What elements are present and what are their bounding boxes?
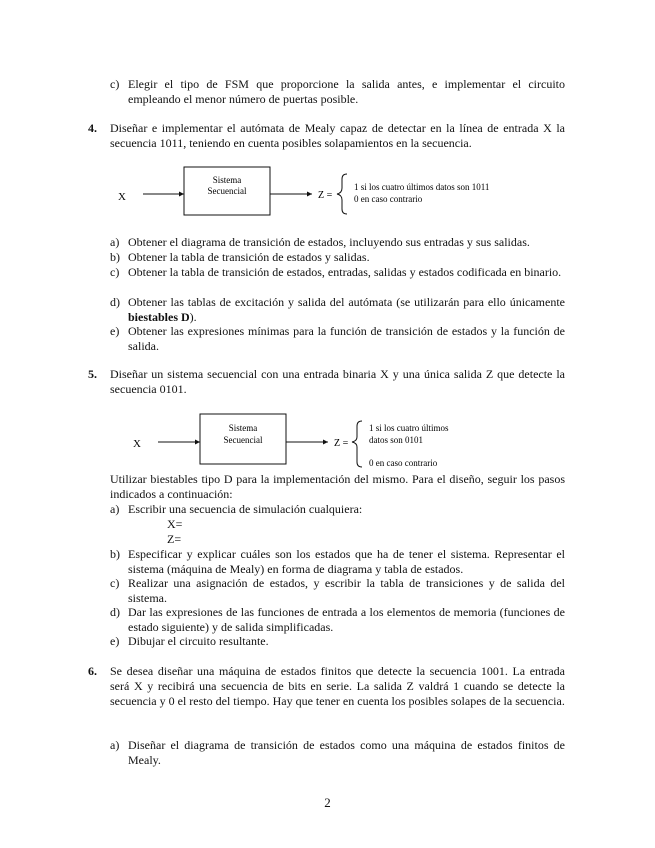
input-arrowhead [179,192,184,197]
item-text: Obtener las expresiones mínimas para la función de transición de estados y la función de salida. [128,324,565,353]
output-label: Z = [318,190,333,201]
input-arrowhead [195,440,200,445]
item-label: b) [110,547,120,561]
case-1: 1 si los cuatro últimos datos son 1011 [354,182,490,192]
problem-5-statement: Diseñar un sistema secuencial con una entrada binaria X y una única salida Z que detecte la secuencia 0101. [110,367,565,396]
item-label: b) [110,250,120,264]
item-label: d) [110,605,120,619]
item-text: Dar las expresiones de las funciones de entrada a los elementos de memoria (funciones de estado siguiente) y de salida simplificadas. [128,605,565,634]
box-label-line2: Secuencial [207,186,247,196]
case-1-line2: datos son 0101 [369,435,423,445]
item-label: a) [110,738,120,752]
problem-number: 4. [88,121,97,135]
item-label: a) [110,235,120,249]
cases-brace [352,421,362,467]
item-text-part: Obtener las tablas de excitación y salida del autómata (se utilizarán para ello únicamente [128,295,565,309]
problem-4-statement: Diseñar e implementar el autómata de Mealy capaz de detectar en la línea de entrada X la secuencia 1011, teniendo en cuenta posibles solapamientos en la secuencia. [110,121,565,150]
output-arrowhead [307,192,312,197]
problem-6-statement: Se desea diseñar una máquina de estados finitos que detecte la secuencia 1001. La entrada será X y recibirá una secuencia de bits en serie. La salida Z valdrá 1 cuando se detecte la secuencia y 0 el resto del tiempo. Hay que tener en cuenta los posibles solapes de la secuencia. [110,664,565,708]
output-label: Z = [334,438,349,449]
item-label: d) [110,295,120,309]
box-label-line1: Sistema [212,175,242,185]
box-label-line2: Secuencial [223,435,263,445]
cases-brace [337,174,347,214]
item-label: e) [110,324,120,338]
item-text: Obtener la tabla de transición de estados y salidas. [128,250,370,264]
case-1-line1: 1 si los cuatro últimos [369,423,449,433]
item-text: Diseñar el diagrama de transición de estados como una máquina de estados finitos de Mealy. [128,738,565,767]
item-text: Obtener la tabla de transición de estados, entradas, salidas y estados codificada en binario. [128,265,562,279]
item-label: e) [110,634,120,648]
item-text: Especificar y explicar cuáles son los estados que ha de tener el sistema. Representar el sistema (máquina de Mealy) en forma de diagrama y tabla de estados. [128,547,565,576]
diagram-input-label: X [118,191,126,203]
item-text-part: ). [189,310,197,324]
simulation-z: Z= [167,532,182,546]
item-text [128,295,565,325]
item-label: a) [110,502,120,516]
item-text: Realizar una asignación de estados, y escribir la tabla de transiciones y de salida del sistema. [128,576,565,605]
item-label: c) [110,265,120,279]
item-text: Escribir una secuencia de simulación cualquiera: [128,502,363,516]
output-arrowhead [323,440,328,445]
case-2: 0 en caso contrario [369,458,438,468]
item-text-bold: biestables D [128,310,190,324]
item-text: Dibujar el circuito resultante. [128,634,269,648]
item-label: c) [110,77,120,91]
page-number: 2 [324,795,331,810]
problem-number: 5. [88,367,97,381]
diagram-input-label: X [133,438,141,450]
problem-number: 6. [88,664,97,678]
item-text: Elegir el tipo de FSM que proporcione la salida antes, e implementar el circuito empleando el menor número de puertas posible. [128,77,565,106]
simulation-x: X= [167,517,183,531]
item-text: Obtener el diagrama de transición de estados, incluyendo sus entradas y sus salidas. [128,235,530,249]
item-label: c) [110,576,120,590]
box-label-line1: Sistema [228,423,258,433]
diagram-problem-5 [0,407,655,471]
case-2: 0 en caso contrario [354,194,423,204]
problem-5-instructions: Utilizar biestables tipo D para la implementación del mismo. Para el diseño, seguir los pasos indicados a continuación: [110,472,565,501]
diagram-problem-4 [0,160,655,220]
